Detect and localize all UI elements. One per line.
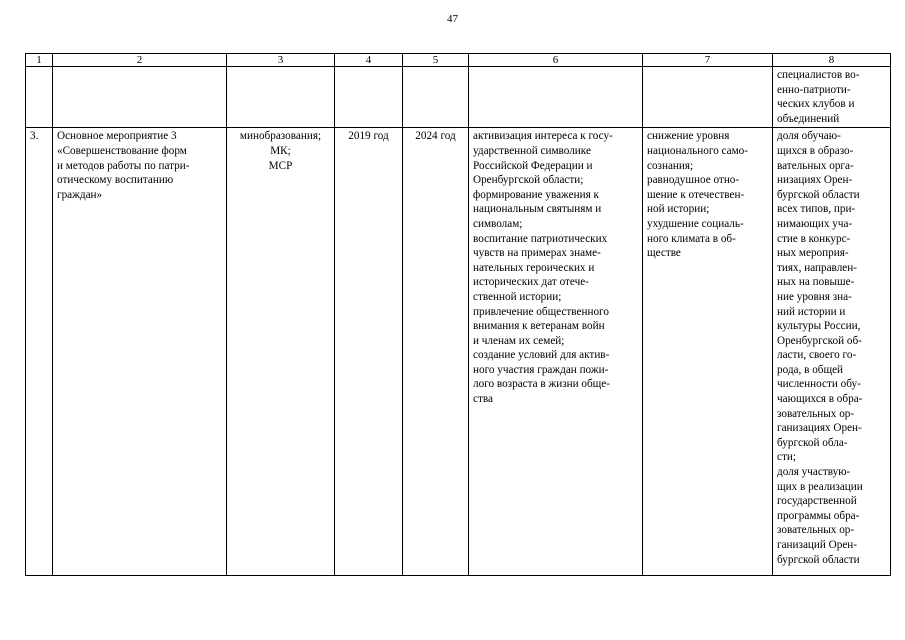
- column-number-row: [26, 54, 891, 67]
- text-line: ных мероприя-: [777, 247, 849, 260]
- text-line: чающихся в обра-: [777, 393, 863, 406]
- text-line: ществе: [647, 247, 681, 260]
- text-line: доля обучаю-: [777, 130, 841, 143]
- text-line: щихся в образо-: [777, 144, 854, 157]
- text-line: доля участвую-: [777, 466, 851, 479]
- column-number: 2: [53, 54, 227, 67]
- continuation-indicators-cell: [773, 67, 891, 128]
- text-line: шение к отечествен-: [647, 188, 745, 201]
- text-line: символам;: [473, 217, 523, 230]
- text-line: ний истории и: [777, 305, 846, 318]
- text-line: ухудшение социаль-: [647, 217, 744, 230]
- text-line: ных на повыше-: [777, 276, 855, 289]
- column-number: 4: [335, 54, 403, 67]
- text-line: енно-патриоти-: [777, 83, 851, 96]
- document-table: [25, 53, 891, 576]
- activity-title-cell: [53, 128, 227, 576]
- text-line: тиях, направлен-: [777, 261, 857, 274]
- text-line: МК;: [270, 144, 291, 157]
- text-line: бургской области: [777, 188, 860, 201]
- text-line: ческих клубов и: [777, 98, 855, 111]
- text-line: ганизациях Орен-: [777, 422, 862, 435]
- text-line: ние уровня зна-: [777, 290, 852, 303]
- column-number: 3: [227, 54, 335, 67]
- text-line: сти;: [777, 451, 796, 464]
- text-line: «Совершенствование форм: [57, 144, 187, 157]
- column-number: 7: [643, 54, 773, 67]
- text-line: МСР: [268, 159, 293, 172]
- text-line: программы обра-: [777, 509, 860, 522]
- start-year-cell: 2019 год: [335, 128, 403, 576]
- text-line: и членам их семей;: [473, 334, 565, 347]
- text-line: снижение уровня: [647, 130, 730, 143]
- text-line: отическому воспитанию: [57, 174, 174, 187]
- text-line: Оренбургской области;: [473, 174, 584, 187]
- text-line: нательных героических и: [473, 261, 595, 274]
- text-line: равнодушное отно-: [647, 174, 740, 187]
- empty-cell: [469, 67, 643, 128]
- page-number: 47: [447, 13, 458, 25]
- text-line: исторических дат отече-: [473, 276, 589, 289]
- text-line: низациях Орен-: [777, 174, 853, 187]
- text-line: щих в реализации: [777, 480, 863, 493]
- column-number: 8: [773, 54, 891, 67]
- text-line: воспитание патриотических: [473, 232, 608, 245]
- empty-cell: [403, 67, 469, 128]
- text-line: ного участия граждан пожи-: [473, 363, 609, 376]
- text-line: активизация интереса к госу-: [473, 130, 613, 143]
- text-line: ударственной символике: [473, 144, 591, 157]
- empty-cell: [335, 67, 403, 128]
- text-line: стие в конкурс-: [777, 232, 851, 245]
- text-line: Российской Федерации и: [473, 159, 593, 172]
- empty-cell: [26, 67, 53, 128]
- text-line: чувств на примерах знаме-: [473, 247, 601, 260]
- text-line: сознания;: [647, 159, 694, 172]
- text-line: ного климата в об-: [647, 232, 736, 245]
- column-number: 1: [26, 54, 53, 67]
- empty-cell: [643, 67, 773, 128]
- text-line: национальным святыням и: [473, 203, 602, 216]
- text-line: ства: [473, 393, 493, 406]
- text-line: бургской обла-: [777, 436, 848, 449]
- text-line: национального само-: [647, 144, 749, 157]
- text-line: граждан»: [57, 188, 103, 201]
- text-line: привлечение общественного: [473, 305, 609, 318]
- column-number: 5: [403, 54, 469, 67]
- text-line: формирование уважения к: [473, 188, 599, 201]
- text-line: и методов работы по патри-: [57, 159, 190, 172]
- consequences-cell: [643, 128, 773, 576]
- text-line: Основное мероприятие 3: [57, 130, 177, 143]
- text-line: лого возраста в жизни обще-: [473, 378, 610, 391]
- text-line: Оренбургской об-: [777, 334, 862, 347]
- column-number: 6: [469, 54, 643, 67]
- row-number: 3.: [26, 128, 53, 576]
- text-line: вательных орга-: [777, 159, 854, 172]
- text-line: государственной: [777, 495, 857, 508]
- table-row: [26, 128, 891, 576]
- text-line: ственной истории;: [473, 290, 562, 303]
- indicators-cell: [773, 128, 891, 576]
- text-line: бургской области: [777, 553, 860, 566]
- text-line: специалистов во-: [777, 69, 860, 81]
- executors-cell: [227, 128, 335, 576]
- end-year-cell: 2024 год: [403, 128, 469, 576]
- text-line: минобразования;: [239, 130, 322, 143]
- expected-results-cell: [469, 128, 643, 576]
- empty-cell: [53, 67, 227, 128]
- text-line: объединений: [777, 112, 840, 125]
- text-line: ганизаций Орен-: [777, 539, 858, 551]
- text-line: ласти, своего го-: [777, 349, 857, 362]
- empty-cell: [227, 67, 335, 128]
- text-line: культуры России,: [777, 320, 861, 333]
- continuation-row: [26, 67, 891, 128]
- text-line: всех типов, при-: [777, 203, 856, 216]
- text-line: зовательных ор-: [777, 524, 855, 537]
- text-line: нимающих уча-: [777, 217, 853, 230]
- text-line: зовательных ор-: [777, 407, 855, 420]
- text-line: рода, в общей: [777, 363, 844, 376]
- text-line: численности обу-: [777, 378, 861, 391]
- text-line: ной истории;: [647, 203, 710, 216]
- text-line: создание условий для актив-: [473, 349, 610, 362]
- text-line: внимания к ветеранам войн: [473, 320, 605, 333]
